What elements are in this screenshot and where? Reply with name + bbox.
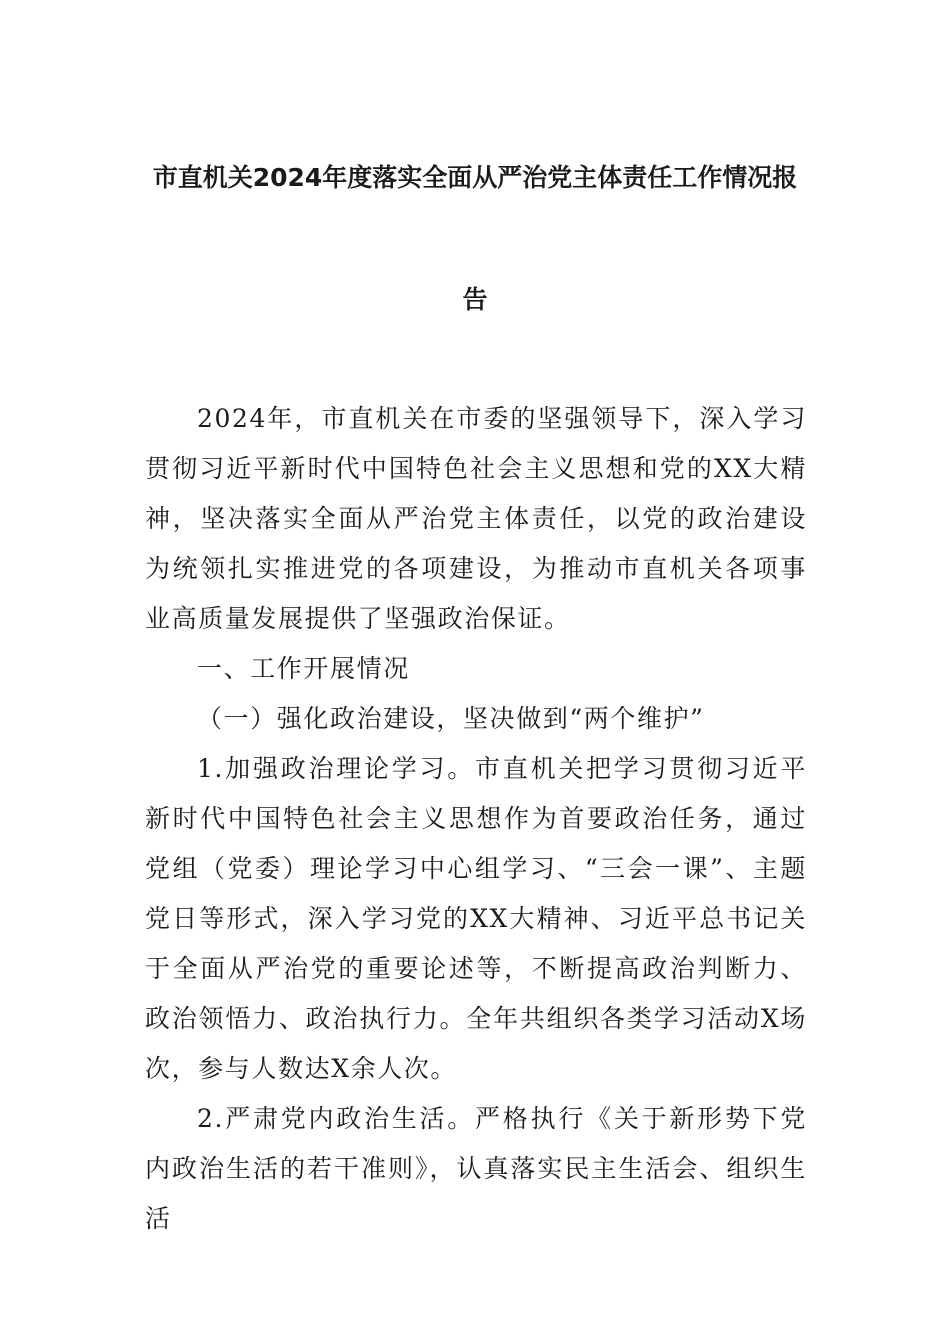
item-paragraph-2: 2.严肃党内政治生活。严格执行《关于新形势下党内政治生活的若干准则》，认真落实民主生活会、组织生活 [145,1104,807,1233]
section-heading-1: 一、工作开展情况 [197,654,410,683]
document-title-line-1: 市直机关2024年度落实全面从严治党主体责任工作情况报 [152,163,798,192]
subsection-heading-1: （一）强化政治建设，坚决做到“两个维护” [197,704,705,733]
item-paragraph-1: 1.加强政治理论学习。市直机关把学习贯彻习近平新时代中国特色社会主义思想作为首要政治任务，通过党组（党委）理论学习中心组学习、“三会一课”、主题党日等形式，深入学习党的XX大精神、习近平总书记关于全面从严治党的重要论述等，不断提高政治判断力、政治领悟力、政治执行力。全年共组织各类学习活动X场次，参与人数达X余人次。 [145,754,807,1083]
document-body [145,394,807,1244]
intro-paragraph: 2024年，市直机关在市委的坚强领导下，深入学习贯彻习近平新时代中国特色社会主义思想和党的XX大精神，坚决落实全面从严治党主体责任，以党的政治建设为统领扎实推进党的各项建设，为推动市直机关各项事业高质量发展提供了坚强政治保证。 [145,404,807,633]
document-title-line-2: 告 [462,285,488,314]
